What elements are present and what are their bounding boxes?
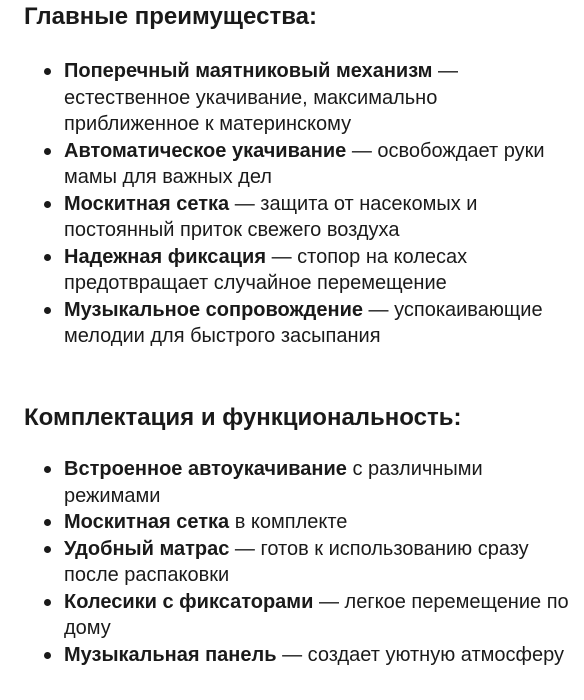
- bullet-icon: [44, 466, 51, 473]
- section-title: Главные преимущества:: [24, 3, 317, 30]
- item-bold-text: Музыкальная панель: [64, 643, 277, 666]
- bullet-icon: [44, 254, 51, 261]
- item-bold-text: Автоматическое укачивание: [64, 139, 347, 162]
- item-text: — успокаивающие мелодии для быстрого засыпания: [64, 298, 543, 347]
- item-text: в комплекте: [229, 511, 348, 533]
- list-item: [40, 509, 570, 536]
- bullet-icon: [44, 519, 51, 526]
- bullet-icon: [44, 546, 51, 553]
- item-bold-text: Музыкальное сопровождение: [64, 298, 363, 321]
- item-bold-text: Удобный матрас: [64, 537, 230, 560]
- bullet-icon: [44, 599, 51, 606]
- list-item: [40, 58, 570, 138]
- bullet-icon: [44, 68, 51, 75]
- section-title: Комплектация и функциональность:: [24, 404, 462, 431]
- bullet-icon: [44, 307, 51, 314]
- list-item: [40, 191, 570, 244]
- item-text: — освобождает руки мамы для важных дел: [64, 139, 545, 188]
- list-item: [40, 536, 570, 589]
- list-item: [40, 138, 570, 191]
- list-item: [40, 642, 570, 669]
- list-item: [40, 244, 570, 297]
- item-text: — легкое перемещение по дому: [64, 590, 569, 639]
- item-bold-text: Надежная фиксация: [64, 245, 267, 268]
- list-item: [40, 589, 570, 642]
- item-bold-text: Москитная сетка: [64, 511, 230, 533]
- item-bold-text: Москитная сетка: [64, 192, 230, 215]
- item-text: — стопор на колесах предотвращает случайное перемещение: [64, 245, 468, 294]
- item-text: с различными режимами: [64, 458, 483, 507]
- list-item: [40, 456, 570, 509]
- bullet-list: [40, 456, 570, 668]
- item-bold-text: Поперечный маятниковый механизм: [64, 60, 433, 82]
- bullet-icon: [44, 201, 51, 208]
- item-bold-text: Колесики с фиксаторами: [64, 590, 314, 613]
- bullet-icon: [44, 148, 51, 155]
- bullet-icon: [44, 652, 51, 659]
- item-text: — защита от насекомых и постоянный приток свежего воздуха: [64, 192, 478, 241]
- item-text: — готов к использованию сразу после распаковки: [64, 537, 529, 586]
- list-item: [40, 297, 570, 350]
- item-text: — создает уютную атмосферу: [276, 643, 564, 666]
- bullet-list: [40, 58, 570, 350]
- item-bold-text: Встроенное автоукачивание: [64, 458, 347, 480]
- item-text: — естественное укачивание, максимально приближенное к материнскому: [64, 60, 459, 135]
